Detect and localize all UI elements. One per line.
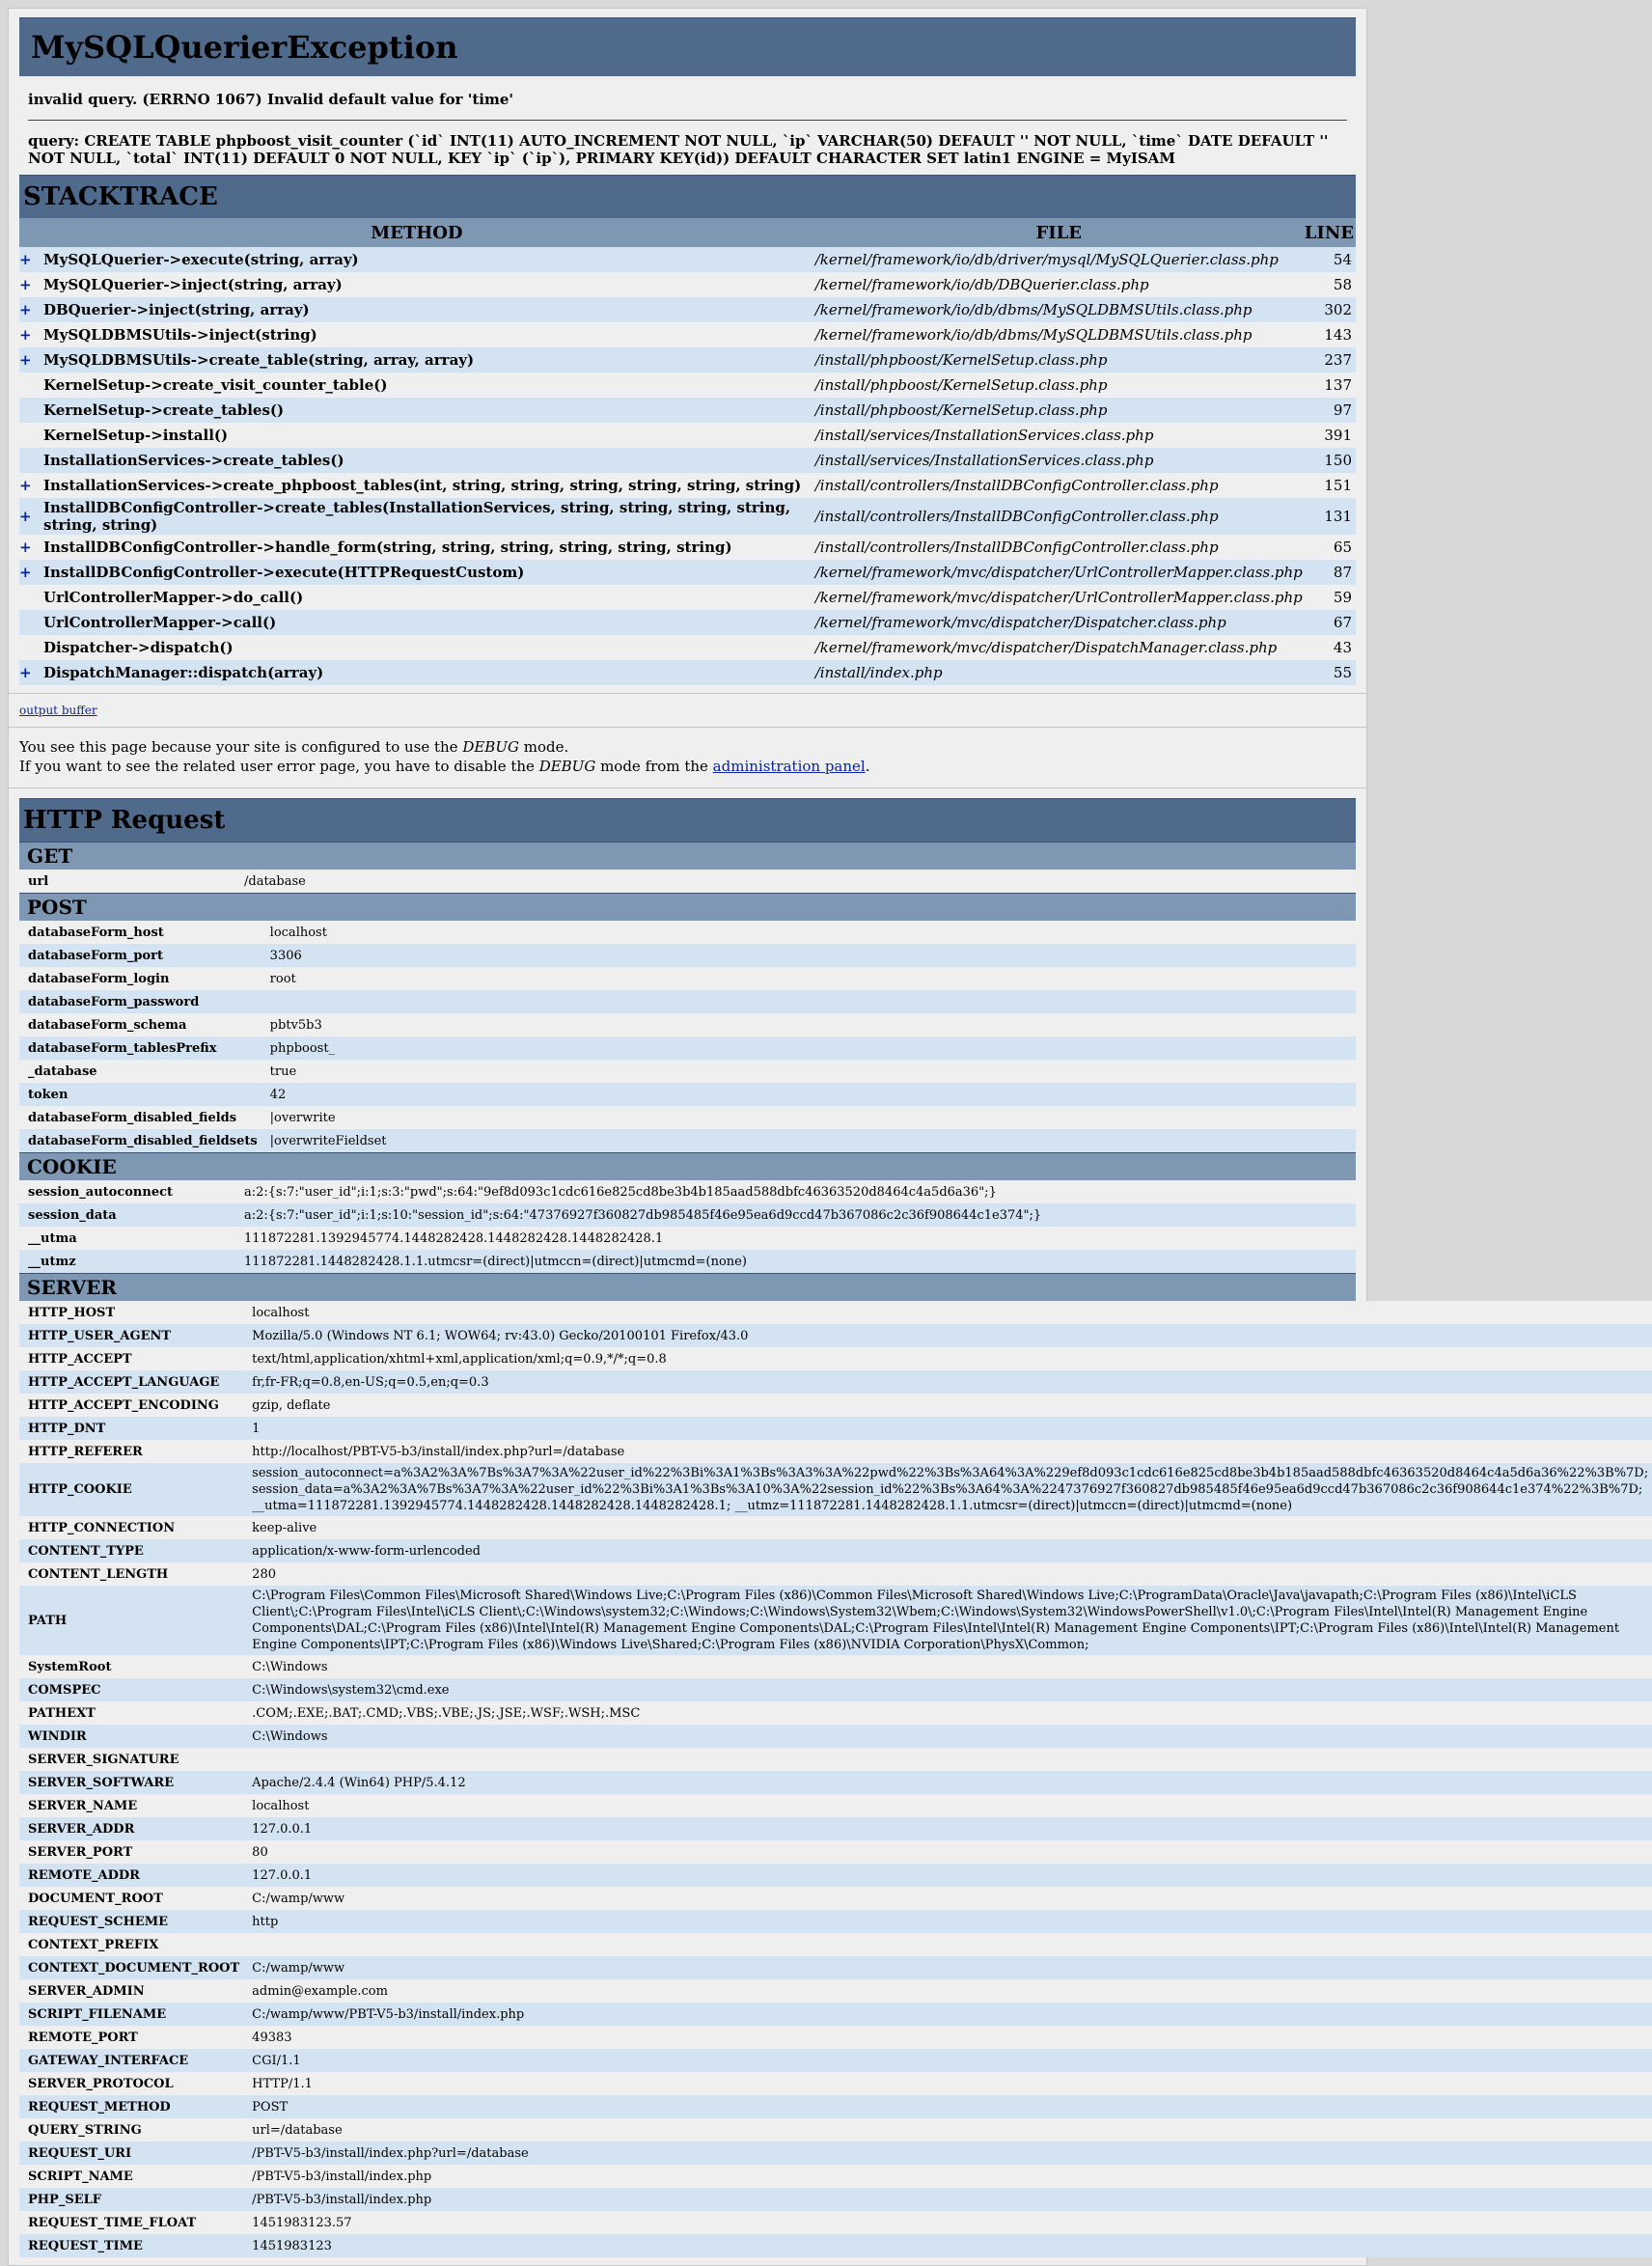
http-param-key: SERVER_SIGNATURE [19, 1748, 243, 1771]
stacktrace-row [19, 398, 1356, 423]
http-param-value: url=/database [243, 2118, 1652, 2142]
http-param-key: CONTENT_LENGTH [19, 1562, 243, 1586]
http-param-value: 127.0.0.1 [243, 1817, 1652, 1840]
http-param-row [19, 1979, 1652, 2003]
http-param-key: __utma [19, 1227, 235, 1250]
http-param-row [19, 1347, 1652, 1370]
http-param-value: Apache/2.4.4 (Win64) PHP/5.4.12 [243, 1771, 1652, 1794]
http-param-key: token [19, 1083, 262, 1106]
http-param-row [19, 2003, 1652, 2026]
http-param-value: a:2:{s:7:"user_id";i:1;s:3:"pwd";s:64:"9ef8d093c1cdc616e825cd8be3b4b185aad588dbfc46363520d8464c4a5d6a36";} [235, 1180, 1356, 1203]
http-param-value: pbtv5b3 [262, 1013, 1356, 1036]
http-param-row [19, 1887, 1652, 1910]
http-section-title: COOKIE [19, 1152, 1356, 1180]
stack-file: /install/controllers/InstallDBConfigController.class.php [814, 473, 1304, 498]
http-param-row [19, 1562, 1652, 1586]
http-param-row [19, 1701, 1652, 1725]
http-param-row [19, 2095, 1652, 2118]
stacktrace-row [19, 560, 1356, 585]
http-param-row [19, 2211, 1652, 2234]
http-param-key: GATEWAY_INTERFACE [19, 2049, 243, 2072]
stack-file: /kernel/framework/io/db/dbms/MySQLDBMSUtils.class.php [814, 322, 1304, 347]
http-section-table [19, 1301, 1652, 2257]
http-param-key: REMOTE_ADDR [19, 1864, 243, 1887]
http-param-value: 80 [243, 1840, 1652, 1864]
method-column-header: METHOD [19, 218, 814, 247]
http-param-key: CONTEXT_DOCUMENT_ROOT [19, 1956, 243, 1979]
http-param-value: C:\Windows\system32\cmd.exe [243, 1678, 1652, 1701]
http-param-key: _database [19, 1060, 262, 1083]
http-request-section [9, 788, 1649, 2265]
http-param-value: localhost [243, 1794, 1652, 1817]
http-param-value: /PBT-V5-b3/install/index.php?url=/database [243, 2142, 1652, 2165]
stack-file: /install/controllers/InstallDBConfigController.class.php [814, 498, 1304, 535]
line-column-header: LINE [1304, 218, 1356, 247]
expand-toggle[interactable]: + [19, 560, 40, 585]
http-param-row [19, 1324, 1652, 1347]
stack-line: 150 [1304, 448, 1356, 473]
stacktrace-table [19, 218, 1356, 685]
http-param-key: SCRIPT_NAME [19, 2165, 243, 2188]
expand-toggle[interactable]: + [19, 247, 40, 272]
http-section-table [19, 870, 1356, 893]
http-param-key: databaseForm_host [19, 921, 262, 944]
debug-page [8, 8, 1649, 2266]
http-param-value: 49383 [243, 2026, 1652, 2049]
expand-toggle [19, 423, 40, 448]
stack-method: UrlControllerMapper->do_call() [40, 585, 814, 610]
stack-line: 87 [1304, 560, 1356, 585]
http-param-row [19, 1013, 1356, 1036]
stack-method: InstallDBConfigController->create_tables(InstallationServices, string, string, string, string, string, string) [40, 498, 814, 535]
http-param-value: /database [235, 870, 1356, 893]
stacktrace-row [19, 635, 1356, 660]
debug-text: You see this page because your site is configured to use the [19, 738, 463, 756]
http-param-value: 127.0.0.1 [243, 1864, 1652, 1887]
expand-toggle[interactable]: + [19, 297, 40, 322]
http-param-key: REMOTE_PORT [19, 2026, 243, 2049]
http-param-row [19, 1129, 1356, 1152]
http-param-row [19, 1394, 1652, 1417]
output-buffer-row [9, 694, 1366, 727]
http-param-value: http [243, 1910, 1652, 1933]
http-param-key: HTTP_CONNECTION [19, 1516, 243, 1539]
http-param-value: C:\Windows [243, 1725, 1652, 1748]
http-param-key: QUERY_STRING [19, 2118, 243, 2142]
http-param-row [19, 2026, 1652, 2049]
stack-file: /kernel/framework/mvc/dispatcher/DispatchManager.class.php [814, 635, 1304, 660]
http-param-value: C:/wamp/www [243, 1887, 1652, 1910]
expand-toggle [19, 585, 40, 610]
stack-line: 131 [1304, 498, 1356, 535]
http-param-row [19, 1083, 1356, 1106]
http-param-value: keep-alive [243, 1516, 1652, 1539]
stack-line: 151 [1304, 473, 1356, 498]
stack-line: 237 [1304, 347, 1356, 373]
expand-toggle[interactable]: + [19, 473, 40, 498]
http-param-row [19, 1771, 1652, 1794]
http-param-row [19, 990, 1356, 1013]
http-param-key: SERVER_ADDR [19, 1817, 243, 1840]
http-param-value: 111872281.1448282428.1.1.utmcsr=(direct)|utmccn=(direct)|utmcmd=(none) [235, 1250, 1356, 1273]
http-param-key: REQUEST_TIME [19, 2234, 243, 2257]
http-param-key: CONTENT_TYPE [19, 1539, 243, 1562]
http-param-key: HTTP_HOST [19, 1301, 243, 1324]
stack-file: /install/phpboost/KernelSetup.class.php [814, 398, 1304, 423]
http-param-value: C:\Windows [243, 1655, 1652, 1678]
http-param-key: HTTP_ACCEPT [19, 1347, 243, 1370]
http-param-row [19, 2142, 1652, 2165]
stack-method: InstallationServices->create_phpboost_tables(int, string, string, string, string, string, string) [40, 473, 814, 498]
http-param-key: databaseForm_password [19, 990, 262, 1013]
http-param-value: fr,fr-FR;q=0.8,en-US;q=0.5,en;q=0.3 [243, 1370, 1652, 1394]
http-param-value: C:/wamp/www [243, 1956, 1652, 1979]
http-param-key: REQUEST_URI [19, 2142, 243, 2165]
http-param-key: SCRIPT_FILENAME [19, 2003, 243, 2026]
http-param-key: session_autoconnect [19, 1180, 235, 1203]
http-param-value: 280 [243, 1562, 1652, 1586]
stack-file: /install/controllers/InstallDBConfigController.class.php [814, 535, 1304, 560]
http-param-value: CGI/1.1 [243, 2049, 1652, 2072]
output-buffer-link[interactable]: output buffer [19, 704, 97, 717]
debug-mode-em: DEBUG [538, 758, 596, 775]
expand-toggle [19, 448, 40, 473]
http-param-row [19, 2049, 1652, 2072]
http-param-key: PATH [19, 1586, 243, 1655]
stack-file: /kernel/framework/io/db/dbms/MySQLDBMSUtils.class.php [814, 297, 1304, 322]
stack-file: /kernel/framework/mvc/dispatcher/Dispatcher.class.php [814, 610, 1304, 635]
exception-divider [28, 120, 1347, 121]
stack-method: MySQLDBMSUtils->create_table(string, array, array) [40, 347, 814, 373]
stack-method: DBQuerier->inject(string, array) [40, 297, 814, 322]
http-param-key: HTTP_ACCEPT_LANGUAGE [19, 1370, 243, 1394]
http-param-row [19, 1180, 1356, 1203]
stack-method: MySQLQuerier->execute(string, array) [40, 247, 814, 272]
http-param-value: Mozilla/5.0 (Windows NT 6.1; WOW64; rv:43.0) Gecko/20100101 Firefox/43.0 [243, 1324, 1652, 1347]
http-param-key: DOCUMENT_ROOT [19, 1887, 243, 1910]
http-param-key: databaseForm_schema [19, 1013, 262, 1036]
http-param-row [19, 1678, 1652, 1701]
http-param-key: HTTP_COOKIE [19, 1463, 243, 1516]
http-param-value: 1 [243, 1417, 1652, 1440]
exception-title: MySQLQuerierException [19, 17, 1356, 76]
http-param-value: |overwrite [262, 1106, 1356, 1129]
http-param-row [19, 1794, 1652, 1817]
http-param-key: session_data [19, 1203, 235, 1227]
debug-notice [9, 728, 1366, 788]
http-param-value: a:2:{s:7:"user_id";i:1;s:10:"session_id";s:64:"47376927f360827db985485f46e95ea6d9ccd47b367086c2c36f908644c1e374";} [235, 1203, 1356, 1227]
http-param-key: databaseForm_port [19, 944, 262, 967]
http-param-key: CONTEXT_PREFIX [19, 1933, 243, 1956]
http-param-row [19, 2118, 1652, 2142]
stack-file: /install/services/InstallationServices.class.php [814, 448, 1304, 473]
http-param-value: root [262, 967, 1356, 990]
http-param-row [19, 2165, 1652, 2188]
stacktrace-row [19, 473, 1356, 498]
http-param-value: 3306 [262, 944, 1356, 967]
http-param-value: localhost [262, 921, 1356, 944]
stacktrace-row [19, 272, 1356, 297]
expand-toggle [19, 635, 40, 660]
http-param-value: POST [243, 2095, 1652, 2118]
http-section-title: POST [19, 893, 1356, 921]
http-param-row [19, 1060, 1356, 1083]
stack-file: /kernel/framework/mvc/dispatcher/UrlControllerMapper.class.php [814, 585, 1304, 610]
stack-line: 97 [1304, 398, 1356, 423]
expand-toggle[interactable]: + [19, 660, 40, 685]
stack-line: 391 [1304, 423, 1356, 448]
stacktrace-row [19, 373, 1356, 398]
http-param-value [262, 990, 1356, 1013]
stack-line: 58 [1304, 272, 1356, 297]
http-param-row [19, 1864, 1652, 1887]
http-param-key: REQUEST_TIME_FLOAT [19, 2211, 243, 2234]
expand-toggle [19, 398, 40, 423]
stack-line: 67 [1304, 610, 1356, 635]
http-param-key: SERVER_PROTOCOL [19, 2072, 243, 2095]
http-param-value: true [262, 1060, 1356, 1083]
http-param-row [19, 1586, 1652, 1655]
http-param-row [19, 2072, 1652, 2095]
http-param-key: url [19, 870, 235, 893]
http-param-row [19, 1417, 1652, 1440]
http-param-row [19, 1539, 1652, 1562]
http-param-key: COMSPEC [19, 1678, 243, 1701]
http-param-value: application/x-www-form-urlencoded [243, 1539, 1652, 1562]
http-param-row [19, 1817, 1652, 1840]
file-column-header: FILE [814, 218, 1304, 247]
http-param-row [19, 1655, 1652, 1678]
stack-method: DispatchManager::dispatch(array) [40, 660, 814, 685]
http-param-value: localhost [243, 1301, 1652, 1324]
http-param-row [19, 1203, 1356, 1227]
expand-toggle[interactable]: + [19, 347, 40, 373]
http-param-value: C:\Program Files\Common Files\Microsoft Shared\Windows Live;C:\Program Files (x86)\Common Files\Microsoft Shared\Windows Live;C:\ProgramData\Oracle\Java\javapath;C:\Program Files (x86)\Intel\iCLS Client\;C:\Program Files\Intel\iCLS Client\;C:\Windows\system32;C:\Windows;C:\Windows\System32\Wbem;C:\Windows\System32\WindowsPowerShell\v1.0\;C:\Program Files\Intel\Intel(R) Management Engine Components\DAL;C:\Program Files (x86)\Intel\Intel(R) Management Engine Components\DAL;C:\Program Files\Intel\Intel(R) Management Engine Components\IPT;C:\Program Files (x86)\Intel\Intel(R) Management Engine Components\IPT;C:\Program Files (x86)\Windows Live\Shared;C:\Program Files (x86)\NVIDIA Corporation\PhysX\Common; [243, 1586, 1652, 1655]
http-param-key: HTTP_DNT [19, 1417, 243, 1440]
debug-notice-line2 [19, 757, 1356, 776]
http-param-row [19, 944, 1356, 967]
expand-toggle [19, 610, 40, 635]
http-param-value [243, 1933, 1652, 1956]
http-param-key: __utmz [19, 1250, 235, 1273]
http-param-key: databaseForm_disabled_fields [19, 1106, 262, 1129]
stacktrace-row [19, 347, 1356, 373]
expand-toggle[interactable]: + [19, 272, 40, 297]
http-param-row [19, 967, 1356, 990]
stacktrace-header-row [19, 218, 1356, 247]
http-param-key: databaseForm_tablesPrefix [19, 1036, 262, 1060]
expand-toggle [19, 373, 40, 398]
debug-text: mode. [518, 738, 569, 756]
http-param-value: 111872281.1392945774.1448282428.1448282428.1448282428.1 [235, 1227, 1356, 1250]
http-param-key: HTTP_ACCEPT_ENCODING [19, 1394, 243, 1417]
stack-file: /install/phpboost/KernelSetup.class.php [814, 373, 1304, 398]
http-param-row [19, 1440, 1652, 1463]
http-param-row [19, 1036, 1356, 1060]
http-param-row [19, 1910, 1652, 1933]
stack-file: /install/services/InstallationServices.class.php [814, 423, 1304, 448]
http-param-key: databaseForm_login [19, 967, 262, 990]
http-param-row [19, 1933, 1652, 1956]
http-param-row [19, 1250, 1356, 1273]
stacktrace-row [19, 660, 1356, 685]
http-param-key: SERVER_SOFTWARE [19, 1771, 243, 1794]
http-param-row [19, 2188, 1652, 2211]
http-param-value: C:/wamp/www/PBT-V5-b3/install/index.php [243, 2003, 1652, 2026]
exception-message: invalid query. (ERRNO 1067) Invalid default value for 'time' [28, 91, 513, 108]
http-param-row [19, 1956, 1652, 1979]
http-param-key: REQUEST_METHOD [19, 2095, 243, 2118]
debug-mode-em: DEBUG [462, 738, 519, 756]
http-param-row [19, 1725, 1652, 1748]
stack-line: 59 [1304, 585, 1356, 610]
administration-panel-link[interactable]: administration panel [712, 758, 866, 775]
debug-notice-line1 [19, 737, 1356, 757]
stacktrace-row [19, 423, 1356, 448]
http-param-value: 1451983123 [243, 2234, 1652, 2257]
stack-method: MySQLQuerier->inject(string, array) [40, 272, 814, 297]
debug-text: If you want to see the related user error page, you have to disable the [19, 758, 539, 775]
http-param-row [19, 1106, 1356, 1129]
http-param-row [19, 1463, 1652, 1516]
debug-text: mode from the [595, 758, 713, 775]
http-section-title: GET [19, 842, 1356, 870]
http-param-value: phpboost_ [262, 1036, 1356, 1060]
stack-line: 137 [1304, 373, 1356, 398]
http-param-value: .COM;.EXE;.BAT;.CMD;.VBS;.VBE;.JS;.JSE;.WSF;.WSH;.MSC [243, 1701, 1652, 1725]
stacktrace-row [19, 448, 1356, 473]
stack-line: 65 [1304, 535, 1356, 560]
http-param-key: SERVER_PORT [19, 1840, 243, 1864]
stack-line: 43 [1304, 635, 1356, 660]
stack-line: 55 [1304, 660, 1356, 685]
stack-method: Dispatcher->dispatch() [40, 635, 814, 660]
stacktrace-row [19, 585, 1356, 610]
http-param-key: SystemRoot [19, 1655, 243, 1678]
http-param-row [19, 1370, 1652, 1394]
stack-method: InstallDBConfigController->execute(HTTPRequestCustom) [40, 560, 814, 585]
stack-file: /kernel/framework/io/db/DBQuerier.class.php [814, 272, 1304, 297]
http-param-row [19, 1301, 1652, 1324]
stack-file: /kernel/framework/mvc/dispatcher/UrlControllerMapper.class.php [814, 560, 1304, 585]
http-param-row [19, 1516, 1652, 1539]
http-param-value: |overwriteFieldset [262, 1129, 1356, 1152]
stack-method: UrlControllerMapper->call() [40, 610, 814, 635]
debug-text: . [865, 758, 870, 775]
stacktrace-row [19, 322, 1356, 347]
http-param-value: session_autoconnect=a%3A2%3A%7Bs%3A7%3A%22user_id%22%3Bi%3A1%3Bs%3A3%3A%22pwd%22%3Bs%3A64%3A%229ef8d093c1cdc616e825cd8be3b4b185aad588dbfc46363520d8464c4a5d6a36%22%3B%7D; session_data=a%3A2%3A%7Bs%3A7%3A%22user_id%22%3Bi%3A1%3Bs%3A10%3A%22session_id%22%3Bs%3A64%3A%2247376927f360827db985485f46e95ea6d9ccd47b367086c2c36f908644c1e374%22%3B%7D; __utma=111872281.1392945774.1448282428.1448282428.1448282428.1; __utmz=111872281.1448282428.1.1.utmcsr=(direct)|utmccn=(direct)|utmcmd=(none) [243, 1463, 1652, 1516]
http-param-key: PHP_SELF [19, 2188, 243, 2211]
stack-method: MySQLDBMSUtils->inject(string) [40, 322, 814, 347]
http-param-key: databaseForm_disabled_fieldsets [19, 1129, 262, 1152]
http-param-key: HTTP_USER_AGENT [19, 1324, 243, 1347]
http-param-value: 42 [262, 1083, 1356, 1106]
stack-line: 302 [1304, 297, 1356, 322]
stacktrace-row [19, 297, 1356, 322]
http-param-value: 1451983123.57 [243, 2211, 1652, 2234]
stack-method: InstallDBConfigController->handle_form(string, string, string, string, string, string) [40, 535, 814, 560]
stack-line: 143 [1304, 322, 1356, 347]
http-param-value: /PBT-V5-b3/install/index.php [243, 2165, 1652, 2188]
exception-query: query: CREATE TABLE phpboost_visit_counter (`id` INT(11) AUTO_INCREMENT NOT NULL, `ip` VARCHAR(50) DEFAULT '' NOT NULL, `time` DATE DEFAULT '' NOT NULL, `total` INT(11) DEFAULT 0 NOT NULL, KEY `ip` (`ip`), PRIMARY KEY(id)) DEFAULT CHARACTER SET latin1 ENGINE = MyISAM [28, 132, 1329, 167]
stack-method: KernelSetup->create_visit_counter_table() [40, 373, 814, 398]
http-param-value: HTTP/1.1 [243, 2072, 1652, 2095]
stacktrace-title: STACKTRACE [19, 175, 1356, 218]
http-param-key: HTTP_REFERER [19, 1440, 243, 1463]
stacktrace-row [19, 610, 1356, 635]
http-param-value: /PBT-V5-b3/install/index.php [243, 2188, 1652, 2211]
http-param-key: WINDIR [19, 1725, 243, 1748]
http-request-title: HTTP Request [19, 798, 1356, 842]
http-param-row [19, 1840, 1652, 1864]
stacktrace-row [19, 247, 1356, 272]
http-request-sections [19, 842, 1649, 2257]
stack-file: /kernel/framework/io/db/driver/mysql/MySQLQuerier.class.php [814, 247, 1304, 272]
http-param-value: gzip, deflate [243, 1394, 1652, 1417]
http-section-table [19, 1180, 1356, 1273]
http-param-key: REQUEST_SCHEME [19, 1910, 243, 1933]
http-param-value: admin@example.com [243, 1979, 1652, 2003]
expand-toggle[interactable]: + [19, 535, 40, 560]
http-section-title: SERVER [19, 1273, 1356, 1301]
http-param-row [19, 1227, 1356, 1250]
http-param-key: PATHEXT [19, 1701, 243, 1725]
http-param-value: http://localhost/PBT-V5-b3/install/index.php?url=/database [243, 1440, 1652, 1463]
stack-method: KernelSetup->install() [40, 423, 814, 448]
http-param-row [19, 921, 1356, 944]
http-param-key: SERVER_NAME [19, 1794, 243, 1817]
http-param-row [19, 870, 1356, 893]
http-param-row [19, 2234, 1652, 2257]
exception-section [9, 9, 1366, 685]
http-param-value: text/html,application/xhtml+xml,application/xml;q=0.9,*/*;q=0.8 [243, 1347, 1652, 1370]
expand-toggle[interactable]: + [19, 322, 40, 347]
expand-toggle[interactable]: + [19, 498, 40, 535]
http-param-row [19, 1748, 1652, 1771]
stack-method: InstallationServices->create_tables() [40, 448, 814, 473]
http-param-value [243, 1748, 1652, 1771]
http-param-key: SERVER_ADMIN [19, 1979, 243, 2003]
stack-file: /install/index.php [814, 660, 1304, 685]
stack-method: KernelSetup->create_tables() [40, 398, 814, 423]
http-section-table [19, 921, 1356, 1152]
stacktrace-row [19, 535, 1356, 560]
stacktrace-row [19, 498, 1356, 535]
stack-file: /install/phpboost/KernelSetup.class.php [814, 347, 1304, 373]
stack-line: 54 [1304, 247, 1356, 272]
